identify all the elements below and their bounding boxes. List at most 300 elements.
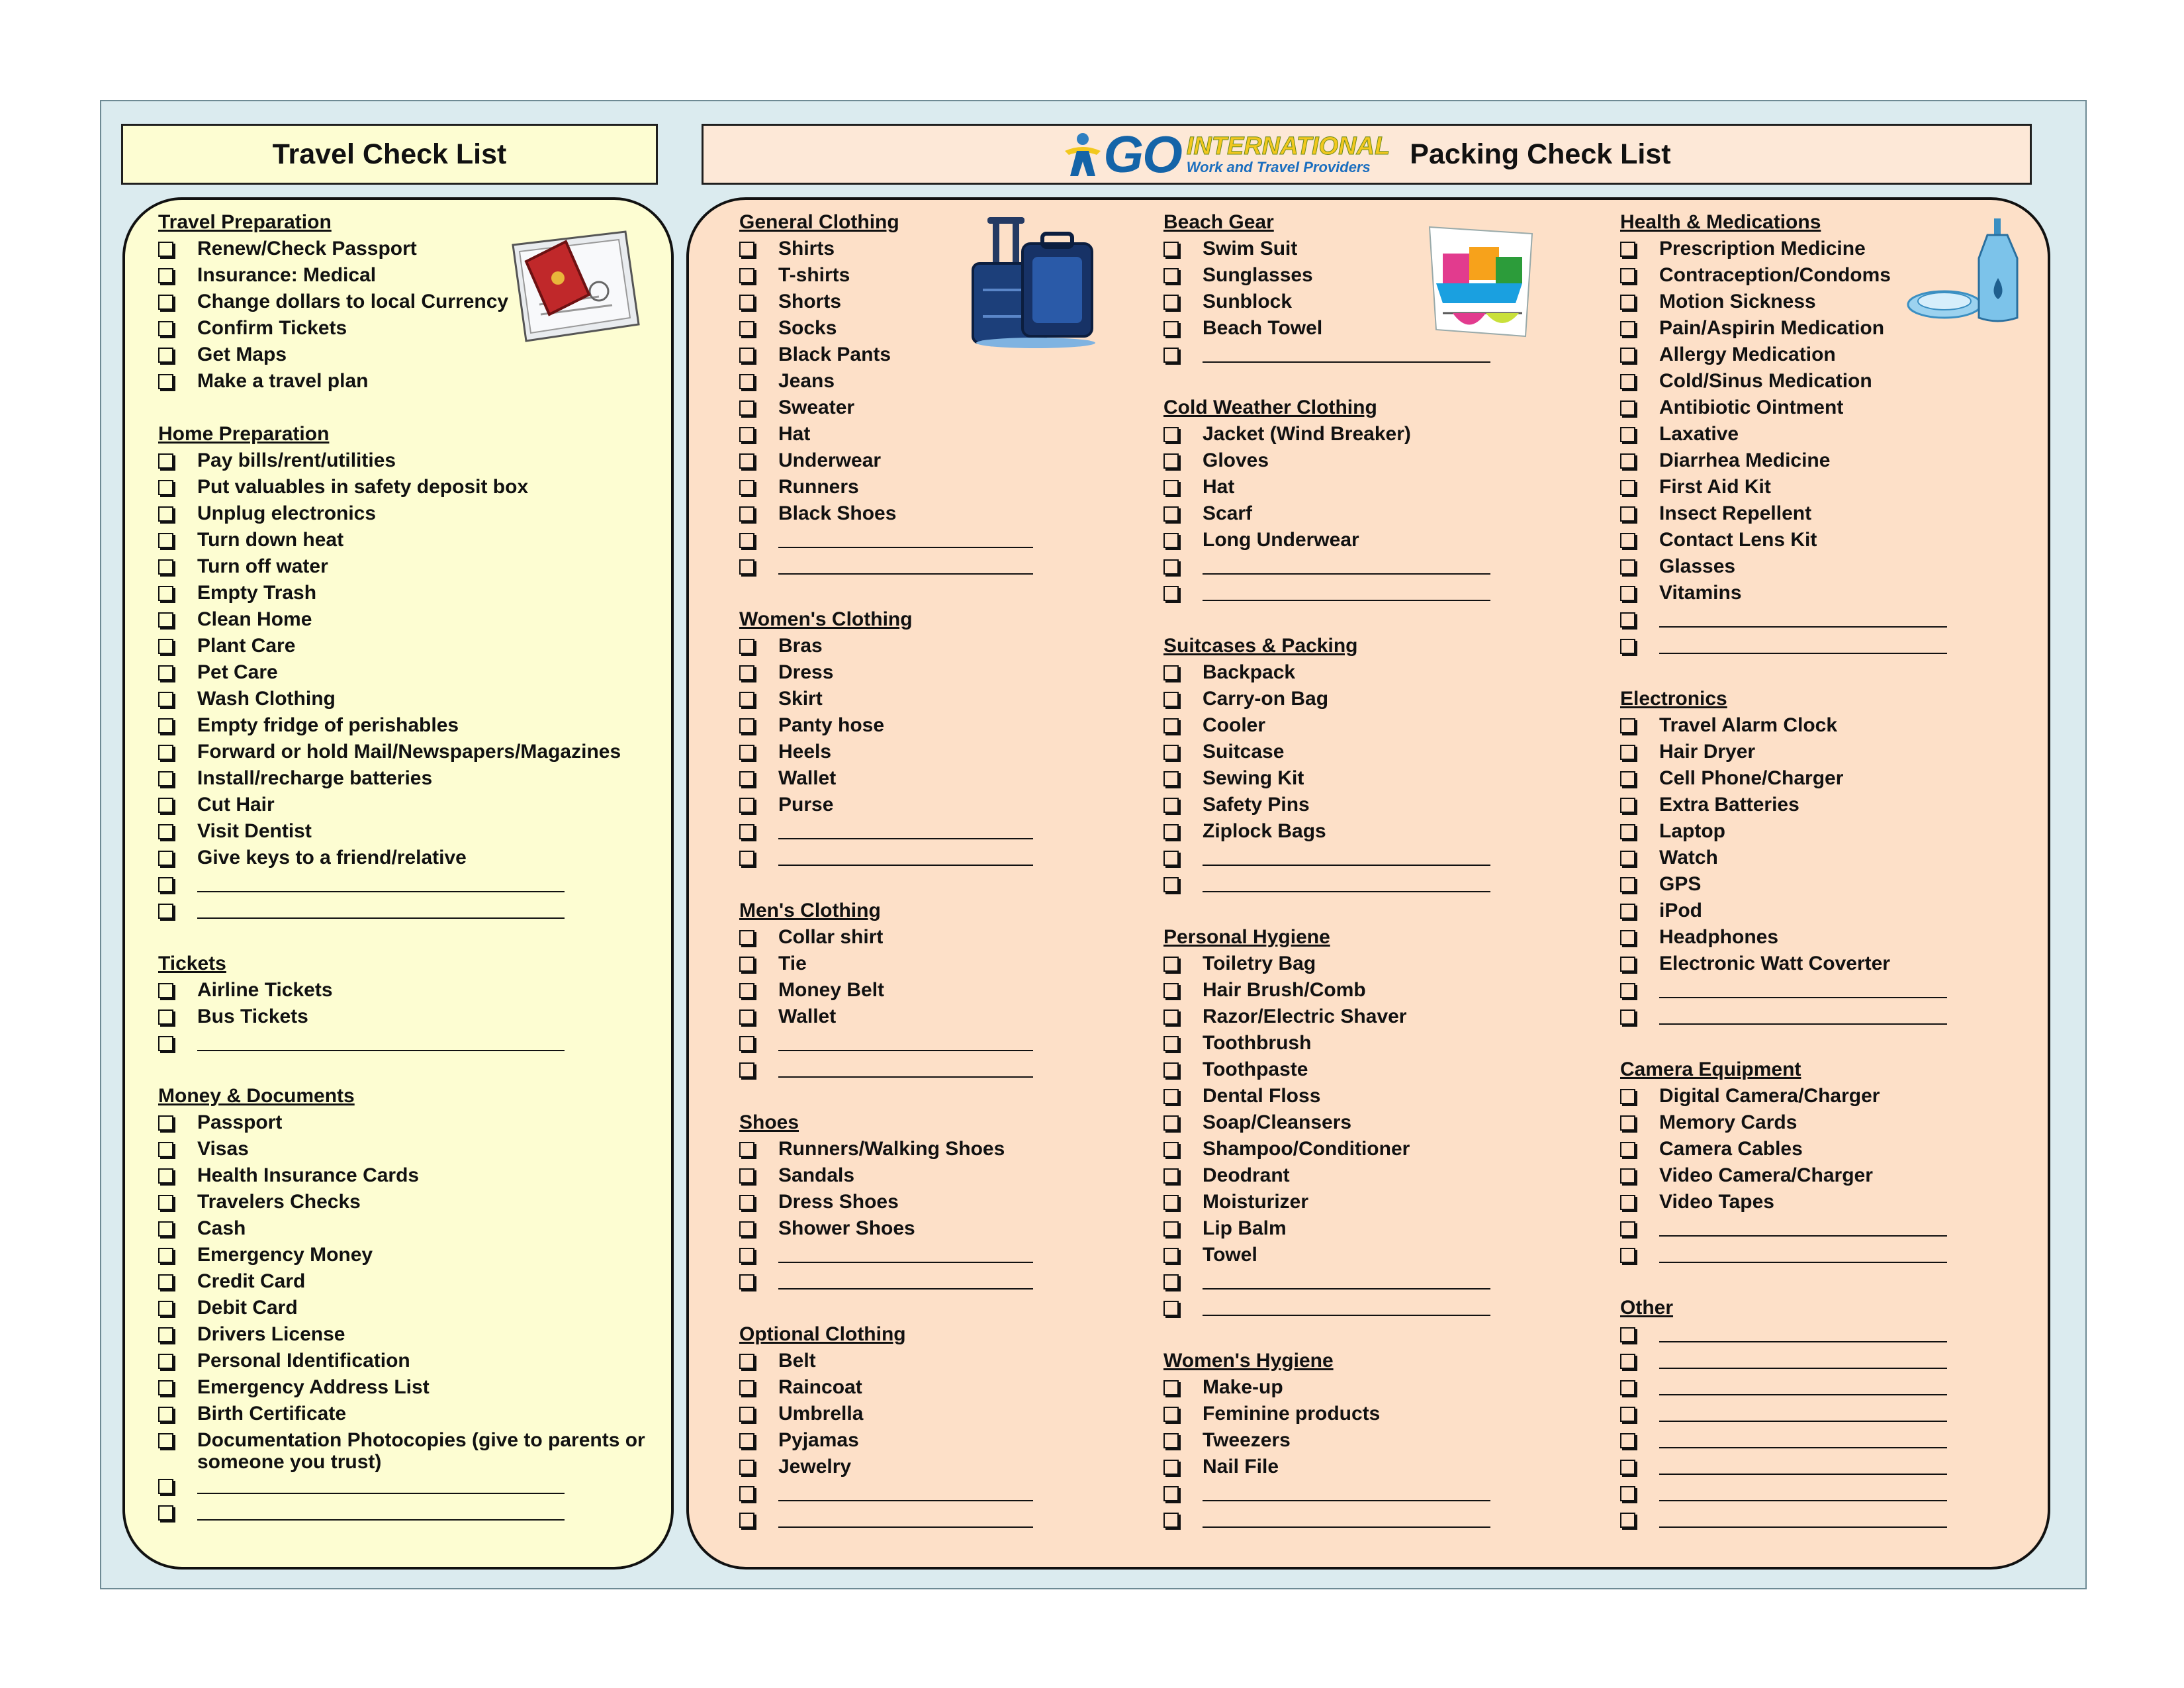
checklist-item[interactable] (1620, 951, 2017, 977)
write-in-line[interactable] (1659, 1507, 1947, 1528)
checklist-item[interactable] (739, 1374, 1110, 1401)
checkbox-icon[interactable] (1620, 1327, 1635, 1342)
checklist-item[interactable] (1163, 792, 1561, 818)
checkbox-icon[interactable] (1163, 692, 1179, 707)
checkbox-icon[interactable] (1620, 1433, 1635, 1448)
checklist-item[interactable] (739, 368, 1110, 395)
checkbox-icon[interactable] (1620, 798, 1635, 813)
checkbox-icon[interactable] (158, 1407, 173, 1422)
checklist-item[interactable] (739, 1215, 1110, 1242)
checkbox-icon[interactable] (158, 1248, 173, 1263)
checkbox-icon[interactable] (1620, 639, 1635, 654)
checklist-item[interactable] (158, 1215, 648, 1242)
blank-checklist-item[interactable] (158, 898, 648, 924)
checkbox-icon[interactable] (158, 559, 173, 575)
checklist-item[interactable] (1620, 500, 2017, 527)
checkbox-icon[interactable] (158, 798, 173, 813)
checkbox-icon[interactable] (739, 453, 754, 469)
checkbox-icon[interactable] (1620, 400, 1635, 416)
checkbox-icon[interactable] (1163, 1009, 1179, 1025)
checkbox-icon[interactable] (739, 798, 754, 813)
checkbox-icon[interactable] (1163, 348, 1179, 363)
checkbox-icon[interactable] (158, 1168, 173, 1184)
checkbox-icon[interactable] (1163, 877, 1179, 892)
checkbox-icon[interactable] (739, 506, 754, 522)
checkbox-icon[interactable] (1620, 1142, 1635, 1157)
checkbox-icon[interactable] (158, 1142, 173, 1157)
checkbox-icon[interactable] (739, 559, 754, 575)
checklist-item[interactable] (1163, 1189, 1561, 1215)
checklist-item[interactable] (739, 500, 1110, 527)
checkbox-icon[interactable] (158, 348, 173, 363)
blank-checklist-item[interactable] (739, 553, 1110, 580)
checkbox-icon[interactable] (1163, 1486, 1179, 1501)
checklist-item[interactable] (1163, 1030, 1561, 1056)
write-in-line[interactable] (1659, 633, 1947, 654)
checkbox-icon[interactable] (158, 1274, 173, 1289)
checkbox-icon[interactable] (1620, 877, 1635, 892)
write-in-line[interactable] (1659, 606, 1947, 628)
checkbox-icon[interactable] (739, 1062, 754, 1078)
checklist-item[interactable] (739, 659, 1110, 686)
checklist-item[interactable] (739, 951, 1110, 977)
checkbox-icon[interactable] (1620, 1221, 1635, 1237)
blank-checklist-item[interactable] (1620, 1242, 2017, 1268)
checkbox-icon[interactable] (1163, 1062, 1179, 1078)
checkbox-icon[interactable] (1163, 851, 1179, 866)
checkbox-icon[interactable] (158, 1380, 173, 1395)
checklist-item[interactable] (158, 686, 648, 712)
checkbox-icon[interactable] (739, 1009, 754, 1025)
checkbox-icon[interactable] (1163, 1089, 1179, 1104)
checkbox-icon[interactable] (739, 745, 754, 760)
write-in-line[interactable] (778, 553, 1033, 575)
checkbox-icon[interactable] (1163, 480, 1179, 495)
checkbox-icon[interactable] (1163, 295, 1179, 310)
checkbox-icon[interactable] (739, 771, 754, 786)
checkbox-icon[interactable] (739, 1142, 754, 1157)
checklist-item[interactable] (1620, 765, 2017, 792)
checklist-item[interactable] (1620, 924, 2017, 951)
checklist-item[interactable] (1620, 871, 2017, 898)
blank-checklist-item[interactable] (158, 1473, 648, 1499)
checkbox-icon[interactable] (1163, 1433, 1179, 1448)
checklist-item[interactable] (1163, 1427, 1561, 1454)
checkbox-icon[interactable] (1163, 771, 1179, 786)
checkbox-icon[interactable] (1620, 268, 1635, 283)
checklist-item[interactable] (1163, 712, 1561, 739)
write-in-line[interactable] (1659, 1401, 1947, 1422)
write-in-line[interactable] (1659, 1427, 1947, 1448)
checkbox-icon[interactable] (739, 348, 754, 363)
checkbox-icon[interactable] (158, 1505, 173, 1521)
checkbox-icon[interactable] (1163, 427, 1179, 442)
checklist-item[interactable] (158, 792, 648, 818)
checklist-item[interactable] (1620, 818, 2017, 845)
checkbox-icon[interactable] (158, 1195, 173, 1210)
checkbox-icon[interactable] (158, 533, 173, 548)
checklist-item[interactable] (739, 1136, 1110, 1162)
blank-checklist-item[interactable] (1620, 1454, 2017, 1480)
checkbox-icon[interactable] (739, 427, 754, 442)
checklist-item[interactable] (1163, 977, 1561, 1004)
checklist-item[interactable] (1620, 474, 2017, 500)
checkbox-icon[interactable] (1620, 295, 1635, 310)
checklist-item[interactable] (1620, 845, 2017, 871)
checkbox-icon[interactable] (739, 957, 754, 972)
checkbox-icon[interactable] (1163, 506, 1179, 522)
checklist-item[interactable] (1163, 1004, 1561, 1030)
checkbox-icon[interactable] (1620, 1089, 1635, 1104)
checkbox-icon[interactable] (1163, 1513, 1179, 1528)
checklist-item[interactable] (1620, 712, 2017, 739)
checkbox-icon[interactable] (739, 1195, 754, 1210)
checkbox-icon[interactable] (1163, 242, 1179, 257)
checklist-item[interactable] (1163, 686, 1561, 712)
checkbox-icon[interactable] (739, 1221, 754, 1237)
blank-checklist-item[interactable] (1620, 1215, 2017, 1242)
write-in-line[interactable] (1659, 1348, 1947, 1369)
checklist-item[interactable] (1163, 951, 1561, 977)
checkbox-icon[interactable] (1620, 904, 1635, 919)
blank-checklist-item[interactable] (1163, 1480, 1561, 1507)
checklist-item[interactable] (1620, 1109, 2017, 1136)
checkbox-icon[interactable] (158, 665, 173, 680)
blank-checklist-item[interactable] (1620, 1004, 2017, 1030)
write-in-line[interactable] (778, 1268, 1033, 1289)
checklist-item[interactable] (158, 818, 648, 845)
checklist-item[interactable] (1620, 421, 2017, 447)
blank-checklist-item[interactable] (739, 1056, 1110, 1083)
checkbox-icon[interactable] (739, 1460, 754, 1475)
checkbox-icon[interactable] (1620, 1009, 1635, 1025)
checkbox-icon[interactable] (158, 745, 173, 760)
checkbox-icon[interactable] (1163, 718, 1179, 733)
checkbox-icon[interactable] (1163, 321, 1179, 336)
checklist-item[interactable] (739, 977, 1110, 1004)
write-in-line[interactable] (197, 1030, 565, 1051)
checkbox-icon[interactable] (158, 1327, 173, 1342)
checkbox-icon[interactable] (1163, 1274, 1179, 1289)
checkbox-icon[interactable] (739, 295, 754, 310)
checkbox-icon[interactable] (158, 1221, 173, 1237)
checklist-item[interactable] (158, 765, 648, 792)
checklist-item[interactable] (1620, 580, 2017, 606)
write-in-line[interactable] (197, 1473, 565, 1494)
checkbox-icon[interactable] (739, 242, 754, 257)
write-in-line[interactable] (778, 1242, 1033, 1263)
checkbox-icon[interactable] (1620, 321, 1635, 336)
checklist-item[interactable] (1163, 1083, 1561, 1109)
blank-checklist-item[interactable] (1163, 342, 1561, 368)
checklist-item[interactable] (158, 1295, 648, 1321)
checkbox-icon[interactable] (1620, 1354, 1635, 1369)
checkbox-icon[interactable] (1620, 559, 1635, 575)
checkbox-icon[interactable] (1163, 268, 1179, 283)
checklist-item[interactable] (1163, 1056, 1561, 1083)
checkbox-icon[interactable] (1620, 1168, 1635, 1184)
checklist-item[interactable] (1620, 898, 2017, 924)
checkbox-icon[interactable] (1620, 453, 1635, 469)
checkbox-icon[interactable] (158, 1354, 173, 1369)
checklist-item[interactable] (158, 739, 648, 765)
checklist-item[interactable] (739, 712, 1110, 739)
checkbox-icon[interactable] (1163, 533, 1179, 548)
checklist-item[interactable] (158, 712, 648, 739)
checklist-item[interactable] (158, 1268, 648, 1295)
checkbox-icon[interactable] (1620, 1486, 1635, 1501)
blank-checklist-item[interactable] (1163, 871, 1561, 898)
checklist-item[interactable] (158, 1321, 648, 1348)
checkbox-icon[interactable] (1620, 480, 1635, 495)
checkbox-icon[interactable] (158, 1433, 173, 1448)
checkbox-icon[interactable] (1163, 1301, 1179, 1316)
write-in-line[interactable] (197, 898, 565, 919)
checklist-item[interactable] (739, 447, 1110, 474)
checkbox-icon[interactable] (739, 1248, 754, 1263)
blank-checklist-item[interactable] (739, 818, 1110, 845)
checkbox-icon[interactable] (1163, 1142, 1179, 1157)
blank-checklist-item[interactable] (1163, 1268, 1561, 1295)
checkbox-icon[interactable] (739, 1407, 754, 1422)
checkbox-icon[interactable] (158, 692, 173, 707)
blank-checklist-item[interactable] (739, 1480, 1110, 1507)
checklist-item[interactable] (739, 474, 1110, 500)
checklist-item[interactable] (1620, 395, 2017, 421)
checklist-item[interactable] (158, 368, 648, 395)
blank-checklist-item[interactable] (1163, 1295, 1561, 1321)
checkbox-icon[interactable] (739, 930, 754, 945)
write-in-line[interactable] (778, 1030, 1033, 1051)
blank-checklist-item[interactable] (1620, 633, 2017, 659)
blank-checklist-item[interactable] (739, 1268, 1110, 1295)
blank-checklist-item[interactable] (739, 1507, 1110, 1533)
checklist-item[interactable] (158, 580, 648, 606)
checkbox-icon[interactable] (158, 1479, 173, 1494)
checkbox-icon[interactable] (739, 1274, 754, 1289)
checkbox-icon[interactable] (1620, 824, 1635, 839)
checkbox-icon[interactable] (739, 374, 754, 389)
blank-checklist-item[interactable] (1163, 1507, 1561, 1533)
checklist-item[interactable] (1620, 1083, 2017, 1109)
checkbox-icon[interactable] (1163, 824, 1179, 839)
checkbox-icon[interactable] (739, 1354, 754, 1369)
write-in-line[interactable] (1203, 580, 1490, 601)
checkbox-icon[interactable] (1620, 348, 1635, 363)
blank-checklist-item[interactable] (1620, 1427, 2017, 1454)
checklist-item[interactable] (1163, 447, 1561, 474)
write-in-line[interactable] (197, 871, 565, 892)
checklist-item[interactable] (1163, 500, 1561, 527)
checkbox-icon[interactable] (739, 851, 754, 866)
write-in-line[interactable] (778, 527, 1033, 548)
checklist-item[interactable] (1163, 659, 1561, 686)
checkbox-icon[interactable] (158, 771, 173, 786)
checkbox-icon[interactable] (158, 851, 173, 866)
checklist-item[interactable] (1163, 739, 1561, 765)
write-in-line[interactable] (1203, 342, 1490, 363)
checklist-item[interactable] (1620, 1189, 2017, 1215)
checkbox-icon[interactable] (158, 1301, 173, 1316)
write-in-line[interactable] (1659, 977, 1947, 998)
write-in-line[interactable] (1203, 1480, 1490, 1501)
write-in-line[interactable] (1659, 1215, 1947, 1237)
blank-checklist-item[interactable] (1620, 1321, 2017, 1348)
checkbox-icon[interactable] (1163, 559, 1179, 575)
checkbox-icon[interactable] (739, 268, 754, 283)
blank-checklist-item[interactable] (739, 845, 1110, 871)
checklist-item[interactable] (158, 553, 648, 580)
checkbox-icon[interactable] (1163, 957, 1179, 972)
checklist-item[interactable] (158, 606, 648, 633)
checkbox-icon[interactable] (1163, 586, 1179, 601)
checkbox-icon[interactable] (1620, 930, 1635, 945)
write-in-line[interactable] (1659, 1480, 1947, 1501)
checklist-item[interactable] (739, 924, 1110, 951)
checklist-item[interactable] (1163, 1109, 1561, 1136)
checklist-item[interactable] (739, 739, 1110, 765)
checklist-item[interactable] (739, 1004, 1110, 1030)
blank-checklist-item[interactable] (739, 1030, 1110, 1056)
checkbox-icon[interactable] (1163, 1380, 1179, 1395)
checklist-item[interactable] (739, 1189, 1110, 1215)
checkbox-icon[interactable] (1620, 506, 1635, 522)
checkbox-icon[interactable] (158, 1009, 173, 1025)
checkbox-icon[interactable] (1163, 798, 1179, 813)
checkbox-icon[interactable] (1163, 1221, 1179, 1237)
checklist-item[interactable] (739, 395, 1110, 421)
checklist-item[interactable] (158, 447, 648, 474)
checklist-item[interactable] (158, 977, 648, 1004)
checkbox-icon[interactable] (1163, 1036, 1179, 1051)
checklist-item[interactable] (1620, 527, 2017, 553)
checkbox-icon[interactable] (1620, 586, 1635, 601)
checkbox-icon[interactable] (739, 321, 754, 336)
write-in-line[interactable] (778, 1056, 1033, 1078)
checklist-item[interactable] (158, 1242, 648, 1268)
checklist-item[interactable] (1163, 818, 1561, 845)
checklist-item[interactable] (1620, 1162, 2017, 1189)
write-in-line[interactable] (1659, 1242, 1947, 1263)
checkbox-icon[interactable] (158, 453, 173, 469)
write-in-line[interactable] (1659, 1374, 1947, 1395)
checkbox-icon[interactable] (158, 242, 173, 257)
checkbox-icon[interactable] (158, 586, 173, 601)
write-in-line[interactable] (778, 845, 1033, 866)
blank-checklist-item[interactable] (1620, 977, 2017, 1004)
checkbox-icon[interactable] (739, 983, 754, 998)
checklist-item[interactable] (739, 633, 1110, 659)
checkbox-icon[interactable] (1620, 427, 1635, 442)
checklist-item[interactable] (739, 1401, 1110, 1427)
checkbox-icon[interactable] (1163, 1248, 1179, 1263)
checkbox-icon[interactable] (1620, 1460, 1635, 1475)
checklist-item[interactable] (1620, 553, 2017, 580)
checklist-item[interactable] (1620, 792, 2017, 818)
checklist-item[interactable] (158, 659, 648, 686)
checkbox-icon[interactable] (158, 877, 173, 892)
checklist-item[interactable] (1163, 1454, 1561, 1480)
checkbox-icon[interactable] (158, 904, 173, 919)
checkbox-icon[interactable] (1620, 718, 1635, 733)
checkbox-icon[interactable] (1163, 1168, 1179, 1184)
checklist-item[interactable] (739, 765, 1110, 792)
checklist-item[interactable] (1620, 1136, 2017, 1162)
checkbox-icon[interactable] (1620, 983, 1635, 998)
checkbox-icon[interactable] (739, 400, 754, 416)
checkbox-icon[interactable] (1620, 1513, 1635, 1528)
checkbox-icon[interactable] (158, 506, 173, 522)
checklist-item[interactable] (1163, 1242, 1561, 1268)
checkbox-icon[interactable] (1620, 771, 1635, 786)
write-in-line[interactable] (778, 818, 1033, 839)
checklist-item[interactable] (158, 1427, 648, 1473)
checkbox-icon[interactable] (1620, 1195, 1635, 1210)
checkbox-icon[interactable] (739, 639, 754, 654)
checklist-item[interactable] (1163, 1136, 1561, 1162)
checkbox-icon[interactable] (1163, 1195, 1179, 1210)
checkbox-icon[interactable] (158, 374, 173, 389)
checkbox-icon[interactable] (1163, 1115, 1179, 1131)
checklist-item[interactable] (1620, 368, 2017, 395)
checkbox-icon[interactable] (158, 983, 173, 998)
checklist-item[interactable] (158, 474, 648, 500)
write-in-line[interactable] (197, 1499, 565, 1521)
write-in-line[interactable] (1203, 871, 1490, 892)
checkbox-icon[interactable] (739, 1036, 754, 1051)
checkbox-icon[interactable] (739, 1513, 754, 1528)
checklist-item[interactable] (739, 686, 1110, 712)
blank-checklist-item[interactable] (1620, 1507, 2017, 1533)
write-in-line[interactable] (1203, 845, 1490, 866)
checklist-item[interactable] (158, 1374, 648, 1401)
write-in-line[interactable] (1203, 1295, 1490, 1316)
blank-checklist-item[interactable] (158, 871, 648, 898)
checkbox-icon[interactable] (1620, 1248, 1635, 1263)
blank-checklist-item[interactable] (739, 527, 1110, 553)
checkbox-icon[interactable] (158, 612, 173, 628)
checkbox-icon[interactable] (1620, 851, 1635, 866)
checklist-item[interactable] (739, 1348, 1110, 1374)
checkbox-icon[interactable] (1620, 1407, 1635, 1422)
checkbox-icon[interactable] (739, 665, 754, 680)
checklist-item[interactable] (158, 1136, 648, 1162)
checklist-item[interactable] (1163, 1401, 1561, 1427)
checklist-item[interactable] (1163, 1162, 1561, 1189)
checklist-item[interactable] (1163, 1374, 1561, 1401)
blank-checklist-item[interactable] (739, 1242, 1110, 1268)
checklist-item[interactable] (158, 845, 648, 871)
checklist-item[interactable] (739, 1427, 1110, 1454)
checklist-item[interactable] (1163, 765, 1561, 792)
checkbox-icon[interactable] (158, 824, 173, 839)
checklist-item[interactable] (158, 500, 648, 527)
write-in-line[interactable] (1203, 1268, 1490, 1289)
blank-checklist-item[interactable] (1163, 553, 1561, 580)
checkbox-icon[interactable] (739, 533, 754, 548)
checklist-item[interactable] (158, 1189, 648, 1215)
checklist-item[interactable] (1620, 447, 2017, 474)
checklist-item[interactable] (158, 1109, 648, 1136)
checklist-item[interactable] (158, 1401, 648, 1427)
checkbox-icon[interactable] (739, 1168, 754, 1184)
blank-checklist-item[interactable] (1620, 1401, 2017, 1427)
write-in-line[interactable] (778, 1480, 1033, 1501)
checkbox-icon[interactable] (1163, 983, 1179, 998)
blank-checklist-item[interactable] (1620, 606, 2017, 633)
checkbox-icon[interactable] (739, 1486, 754, 1501)
checklist-item[interactable] (1163, 421, 1561, 447)
